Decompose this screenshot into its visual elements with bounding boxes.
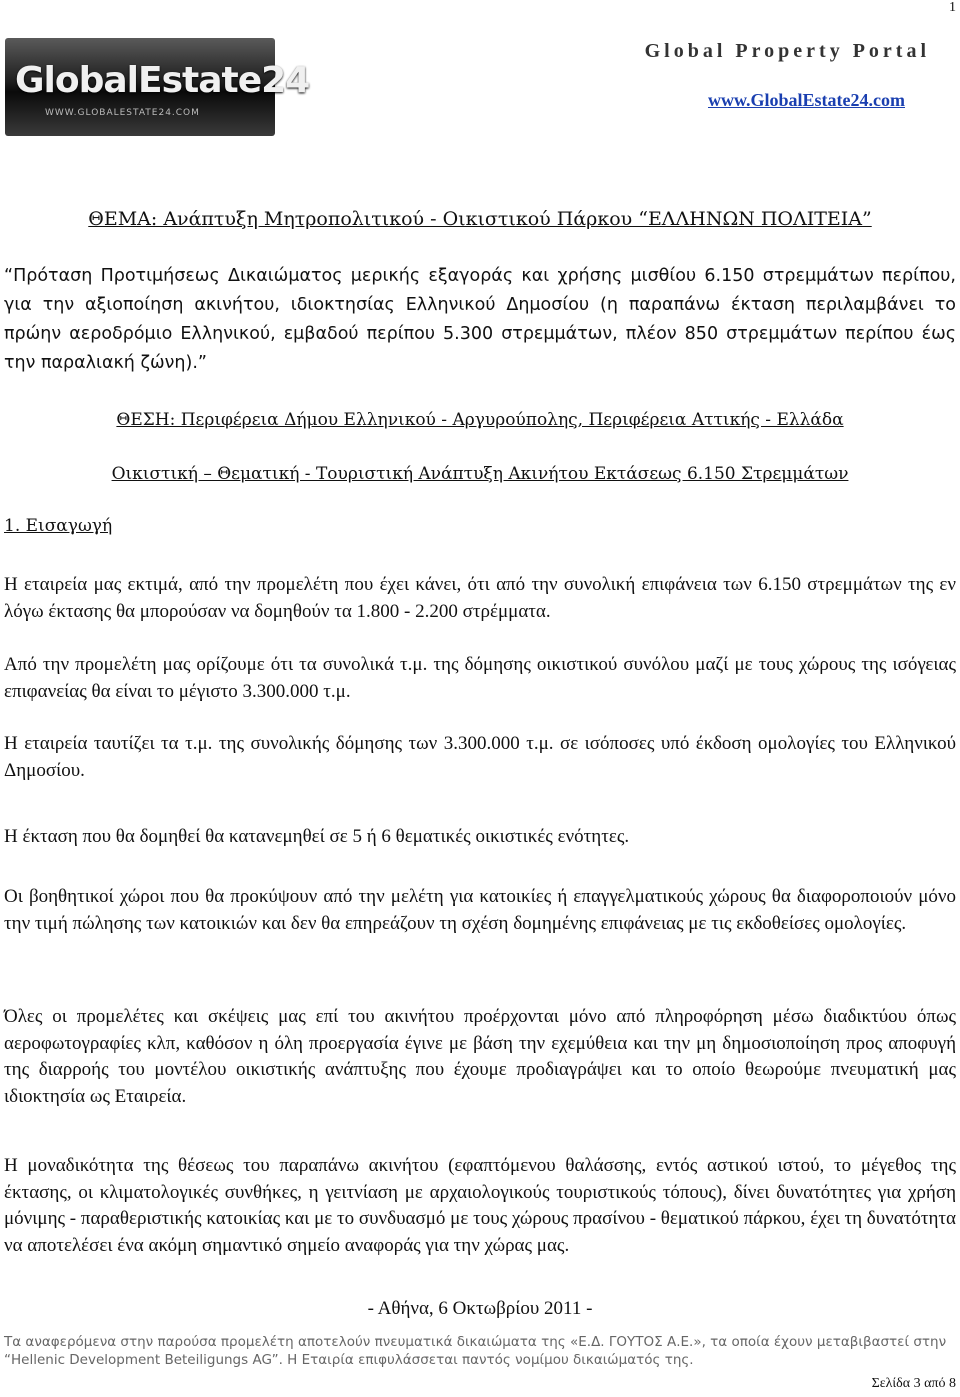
paragraph: Η μοναδικότητα της θέσεως του παραπάνω ακινήτου (εφαπτόμενου θαλάσσης, εντός αστικού ιστού, το μέγεθος της έκτασης, οι κλιματολογικές συνθήκες, η γειτνίαση με αρχαιολογικούς τουριστικούς τόπους), δίνει δυνατότητες για χρήση μόνιμης - παραθεριστικής κατοικίας και με το συνδυασμό με τους χώρους πρασίνου - θεματικού πάρκου, έχει τη δυνατότητα να αποτελέσει ένα ακόμη σημαντικό σημείο αναφοράς για την χώρας μας. [4,1155,956,1256]
document-date: - Αθήνα, 6 Οκτωβρίου 2011 - [367,1298,593,1319]
development-line: Οικιστική – Θεματική - Τουριστική Ανάπτυξη Ακινήτου Εκτάσεως 6.150 Στρεμμάτων [111,464,849,484]
proposal-text: “Πρόταση Προτιμήσεως Δικαιώματος μερικής εξαγοράς και χρήσης μισθίου 6.150 στρεμμάτων περίπου, για την αξιοποίηση ακινήτου, ιδιοκτησίας Ελληνικού Δημοσίου (η παραπάνω έκταση περιλαμβάνει το πρώην αεροδρόμιο Ελληνικού, εμβαδού περίπου 5.300 στρεμμάτων, πλέον 850 στρεμμάτων περίπου έως την παραλιακή ζώνη).” [4,266,956,373]
paragraph: Από την προμελέτη μας ορίζουμε ότι τα συνολικά τ.μ. της δόμησης οικιστικού συνόλου μαζί με τους χώρους της ισόγειας επιφανείας θα είναι το μέγιστο 3.300.000 τ.μ. [4,654,956,702]
paragraph: Η έκταση που θα δομηθεί θα κατανεμηθεί σε 5 ή 6 θεματικές οικιστικές ενότητες. [4,826,630,847]
page-indicator: Σελίδα 3 από 8 [871,1376,956,1391]
paragraph: Η εταιρεία μας εκτιμά, από την προμελέτη που έχει κάνει, ότι από την συνολική επιφάνεια των 6.150 στρεμμάτων της εν λόγω έκτασης θα μπορούσαν να δομηθούν τα 1.800 - 2.200 στρέμματα. [4,574,956,622]
location-line: ΘΕΣΗ: Περιφέρεια Δήμου Ελληνικού - Αργυρούπολης, Περιφέρεια Αττικής - Ελλάδα [116,410,844,430]
brand-title: Global Property Portal [644,40,930,62]
logo-text: GlobalEstate24 [15,60,310,101]
page-number: 1 [949,0,956,15]
site-link[interactable]: www.GlobalEstate24.com [708,90,905,110]
section-heading: 1. Εισαγωγή [4,516,113,536]
copyright-footer: Τα αναφερόμενα στην παρούσα προμελέτη αποτελούν πνευματικά δικαιώματα της «Ε.Δ. ΓΟΥΤΟΣ Α.Ε.», τα οποία έχουν μεταβιβαστεί στην “Hellenic Development Beteiligungs AG”. Η Εταιρία επιφυλάσσεται παντός νομίμου δικαιώματός της. [4,1334,947,1368]
paragraph: Όλες οι προμελέτες και σκέψεις μας επί του ακινήτου προέρχονται μόνο από πληροφόρηση μέσω διαδικτύου όπως αεροφωτογραφίες κλπ, καθόσον η όλη προεργασία έγινε με βάση την εχεμύθεια και την μη δημοσιοποίηση προς αποφυγή της διαρροής του μοντέλου οικιστικής ανάπτυξης που έχουμε προδιαγράψει και το οποίο θεωρούμε πνευματική μας ιδιοκτησία ως Εταιρεία. [4,1006,956,1107]
paragraph: Οι βοηθητικοί χώροι που θα προκύψουν από την μελέτη για κατοικίες ή επαγγελματικούς χώρους θα διαφοροποιούν μόνο την τιμή πώλησης των κατοικιών και δεν θα επηρεάζουν τη σχέση δομημένης επιφάνειας με τις εκδοθείσες ομολογίες. [4,886,956,934]
document-subject: ΘΕΜΑ: Ανάπτυξη Μητροπολιτικού - Οικιστικού Πάρκου “ΕΛΛΗΝΩΝ ΠΟΛΙΤΕΙΑ” [88,208,872,230]
globalestate24-logo [5,38,310,136]
paragraph: Η εταιρεία ταυτίζει τα τ.μ. της συνολικής δόμησης των 3.300.000 τ.μ. σε ισόποσες υπό έκδοση ομολογίες του Ελληνικού Δημοσίου. [4,733,956,781]
logo-url: WWW.GLOBALESTATE24.COM [45,108,200,118]
